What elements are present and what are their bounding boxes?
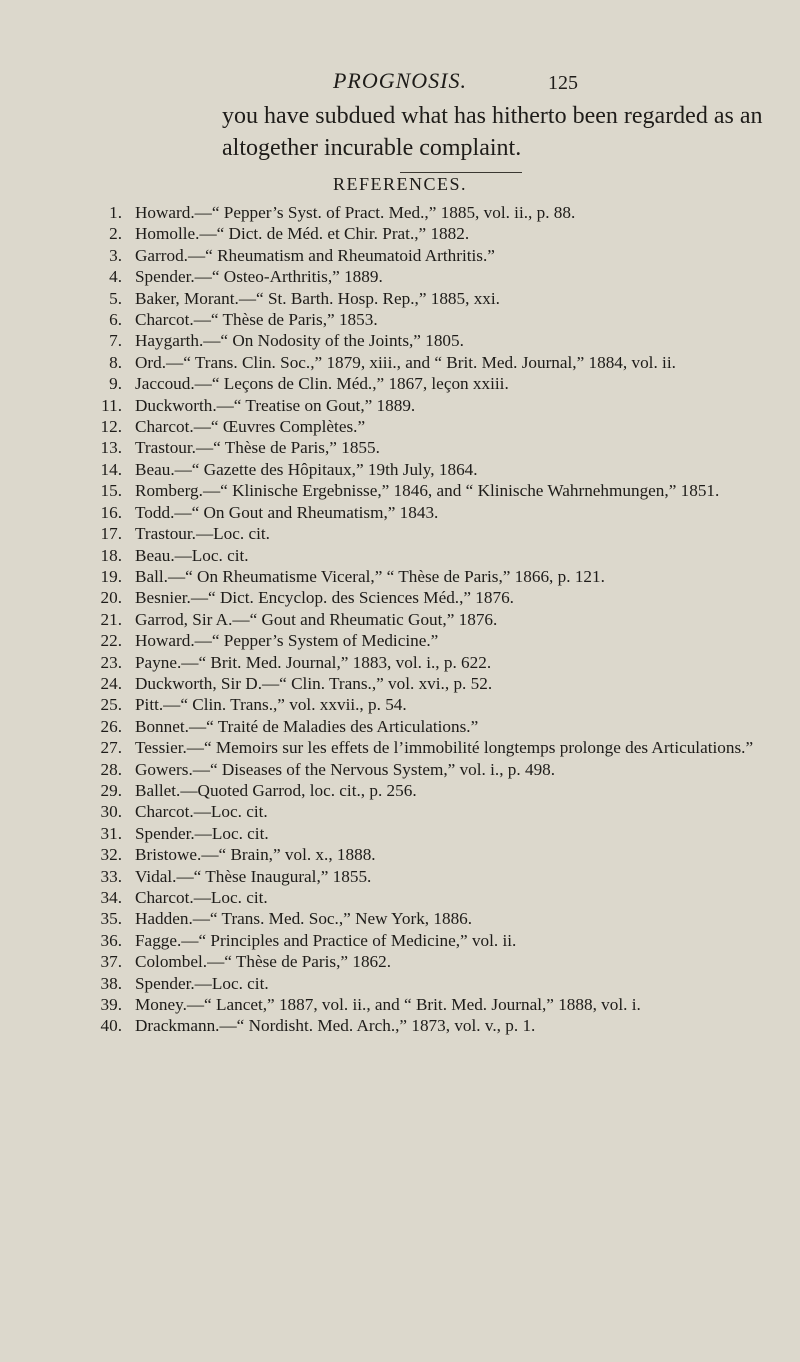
- reference-item: [90, 887, 785, 908]
- reference-item: [90, 523, 785, 544]
- reference-item: [90, 373, 785, 394]
- reference-text: Charcot.—“ Œuvres Complètes.”: [135, 417, 366, 437]
- reference-number: 3.: [109, 245, 122, 265]
- reference-text: Bristowe.—“ Brain,” vol. x., 1888.: [135, 845, 376, 865]
- reference-item: [90, 716, 785, 737]
- reference-number: 17.: [100, 524, 122, 544]
- reference-number: 4.: [109, 267, 122, 287]
- reference-number: 18.: [100, 545, 122, 565]
- reference-item: [90, 780, 785, 801]
- reference-number: 34.: [100, 888, 122, 907]
- reference-item: [90, 908, 785, 929]
- reference-text: Todd.—“ On Gout and Rheumatism,” 1843.: [135, 502, 439, 522]
- reference-text: Payne.—“ Brit. Med. Journal,” 1883, vol. i., p. 622.: [135, 652, 492, 672]
- reference-text: Duckworth, Sir D.—“ Clin. Trans.,” vol. xvi., p. 52.: [135, 673, 493, 693]
- reference-text: Ball.—“ On Rheumatisme Viceral,” “ Thèse de Paris,” 1866, p. 121.: [135, 566, 605, 586]
- reference-text: Jaccoud.—“ Leçons de Clin. Méd.,” 1867, leçon xxiii.: [135, 374, 509, 394]
- reference-number: 22.: [100, 631, 122, 651]
- reference-text: Garrod, Sir A.—“ Gout and Rheumatic Gout,” 1876.: [135, 609, 498, 629]
- reference-number: 33.: [100, 866, 122, 886]
- reference-number: 30.: [100, 802, 122, 822]
- references-heading: REFERENCES.: [332, 174, 468, 194]
- reference-item: [90, 416, 785, 437]
- reference-text: Trastour.—“ Thèse de Paris,” 1855.: [135, 438, 380, 458]
- reference-number: 32.: [100, 845, 122, 865]
- reference-text: Vidal.—“ Thèse Inaugural,” 1855.: [135, 866, 372, 886]
- reference-text: Money.—“ Lancet,” 1887, vol. ii., and “ Brit. Med. Journal,” 1888, vol. i.: [135, 995, 641, 1015]
- reference-item: [90, 866, 785, 887]
- reference-text: Ord.—“ Trans. Clin. Soc.,” 1879, xiii., and “ Brit. Med. Journal,” 1884, vol. ii.: [135, 352, 676, 372]
- reference-item: [90, 245, 785, 266]
- reference-text: Baker, Morant.—“ St. Barth. Hosp. Rep.,” 1885, xxi.: [135, 288, 500, 308]
- section-divider: [400, 172, 522, 173]
- reference-number: 13.: [100, 438, 122, 458]
- reference-number: 38.: [100, 973, 122, 993]
- reference-text: Charcot.—“ Thèse de Paris,” 1853.: [135, 310, 378, 330]
- reference-number: 28.: [100, 759, 122, 779]
- reference-text: Bonnet.—“ Traité de Maladies des Articulations.”: [135, 716, 479, 736]
- reference-number: 12.: [100, 417, 122, 437]
- reference-item: [90, 545, 785, 566]
- reference-number: 2.: [109, 224, 122, 244]
- reference-number: 1.: [109, 203, 122, 222]
- reference-item: [90, 652, 785, 673]
- running-title: PROGNOSIS.: [332, 68, 468, 93]
- reference-text: Garrod.—“ Rheumatism and Rheumatoid Arthritis.”: [135, 245, 495, 265]
- reference-item: [90, 309, 785, 330]
- reference-number: 16.: [100, 502, 122, 522]
- reference-number: 27.: [100, 738, 122, 758]
- reference-item: [90, 844, 785, 865]
- reference-item: [90, 951, 785, 972]
- reference-text: Beau.—“ Gazette des Hôpitaux,” 19th July, 1864.: [135, 459, 478, 479]
- reference-number: 8.: [109, 352, 122, 372]
- reference-item: [90, 973, 785, 994]
- reference-number: 31.: [100, 823, 122, 843]
- reference-number: 24.: [100, 673, 122, 693]
- reference-item: [90, 223, 785, 244]
- reference-text: Hadden.—“ Trans. Med. Soc.,” New York, 1886.: [135, 909, 473, 929]
- reference-text: Howard.—“ Pepper’s Syst. of Pract. Med.,” 1885, vol. ii., p. 88.: [135, 203, 576, 222]
- reference-item: [90, 459, 785, 480]
- reference-number: 39.: [100, 995, 122, 1015]
- reference-number: 37.: [100, 952, 122, 972]
- reference-item: [90, 673, 785, 694]
- reference-item: [90, 566, 785, 587]
- reference-number: 25.: [100, 695, 122, 715]
- reference-text: Spender.—Loc. cit.: [135, 823, 269, 843]
- reference-item: [90, 202, 785, 223]
- reference-text: Colombel.—“ Thèse de Paris,” 1862.: [135, 952, 392, 972]
- reference-text: Spender.—Loc. cit.: [135, 973, 269, 993]
- reference-item: [90, 759, 785, 780]
- reference-item: [90, 930, 785, 951]
- reference-number: 40.: [100, 1016, 122, 1036]
- intro-paragraph: you have subdued what has hitherto been regarded as an altogether incurable complaint.: [222, 103, 763, 161]
- reference-text: Pitt.—“ Clin. Trans.,” vol. xxvii., p. 54.: [135, 695, 407, 715]
- page-number: 125: [548, 72, 578, 94]
- reference-item: [90, 1015, 785, 1036]
- reference-item: [90, 994, 785, 1015]
- reference-item: [90, 502, 785, 523]
- reference-text: Charcot.—Loc. cit.: [135, 802, 268, 822]
- reference-number: 15.: [100, 481, 122, 501]
- reference-number: 26.: [100, 716, 122, 736]
- reference-item: [90, 437, 785, 458]
- reference-text: Beau.—Loc. cit.: [135, 545, 249, 565]
- reference-number: 19.: [100, 566, 122, 586]
- reference-number: 36.: [100, 930, 122, 950]
- reference-text: Drackmann.—“ Nordisht. Med. Arch.,” 1873, vol. v., p. 1.: [135, 1016, 536, 1036]
- page-header: [0, 68, 800, 98]
- reference-item: [90, 823, 785, 844]
- reference-item: [90, 288, 785, 309]
- reference-item: [90, 801, 785, 822]
- reference-text: Ballet.—Quoted Garrod, loc. cit., p. 256.: [135, 780, 417, 800]
- reference-number: 20.: [100, 588, 122, 608]
- reference-number: 23.: [100, 652, 122, 672]
- reference-text: Gowers.—“ Diseases of the Nervous System,” vol. i., p. 498.: [135, 759, 556, 779]
- reference-item: [90, 737, 785, 758]
- reference-number: 29.: [100, 780, 122, 800]
- reference-item: [90, 694, 785, 715]
- reference-text: Tessier.—“ Memoirs sur les effets de l’immobilité longtemps prolonge des Articulations.”: [135, 738, 754, 758]
- reference-text: Fagge.—“ Principles and Practice of Medicine,” vol. ii.: [135, 930, 517, 950]
- reference-item: [90, 609, 785, 630]
- reference-item: [90, 266, 785, 287]
- reference-number: 21.: [100, 609, 122, 629]
- reference-text: Haygarth.—“ On Nodosity of the Joints,” 1805.: [135, 331, 464, 351]
- reference-number: 5.: [109, 288, 122, 308]
- reference-item: [90, 395, 785, 416]
- reference-text: Howard.—“ Pepper’s System of Medicine.”: [135, 631, 439, 651]
- references-list: [90, 202, 785, 1037]
- reference-number: 6.: [109, 310, 122, 330]
- reference-number: 9.: [109, 374, 122, 394]
- reference-text: Spender.—“ Osteo-Arthritis,” 1889.: [135, 267, 383, 287]
- reference-item: [90, 480, 785, 501]
- reference-text: Homolle.—“ Dict. de Méd. et Chir. Prat.,” 1882.: [135, 224, 470, 244]
- reference-number: 11.: [101, 395, 122, 415]
- reference-text: Charcot.—Loc. cit.: [135, 888, 268, 907]
- reference-text: Trastour.—Loc. cit.: [135, 524, 270, 544]
- reference-item: [90, 630, 785, 651]
- reference-number: 35.: [100, 909, 122, 929]
- reference-number: 7.: [109, 331, 122, 351]
- reference-text: Duckworth.—“ Treatise on Gout,” 1889.: [135, 395, 416, 415]
- reference-text: Romberg.—“ Klinische Ergebnisse,” 1846, and “ Klinische Wahrnehmungen,” 1851.: [135, 481, 720, 501]
- reference-item: [90, 330, 785, 351]
- reference-text: Besnier.—“ Dict. Encyclop. des Sciences Méd.,” 1876.: [135, 588, 514, 608]
- reference-number: 14.: [100, 459, 122, 479]
- reference-item: [90, 352, 785, 373]
- reference-item: [90, 587, 785, 608]
